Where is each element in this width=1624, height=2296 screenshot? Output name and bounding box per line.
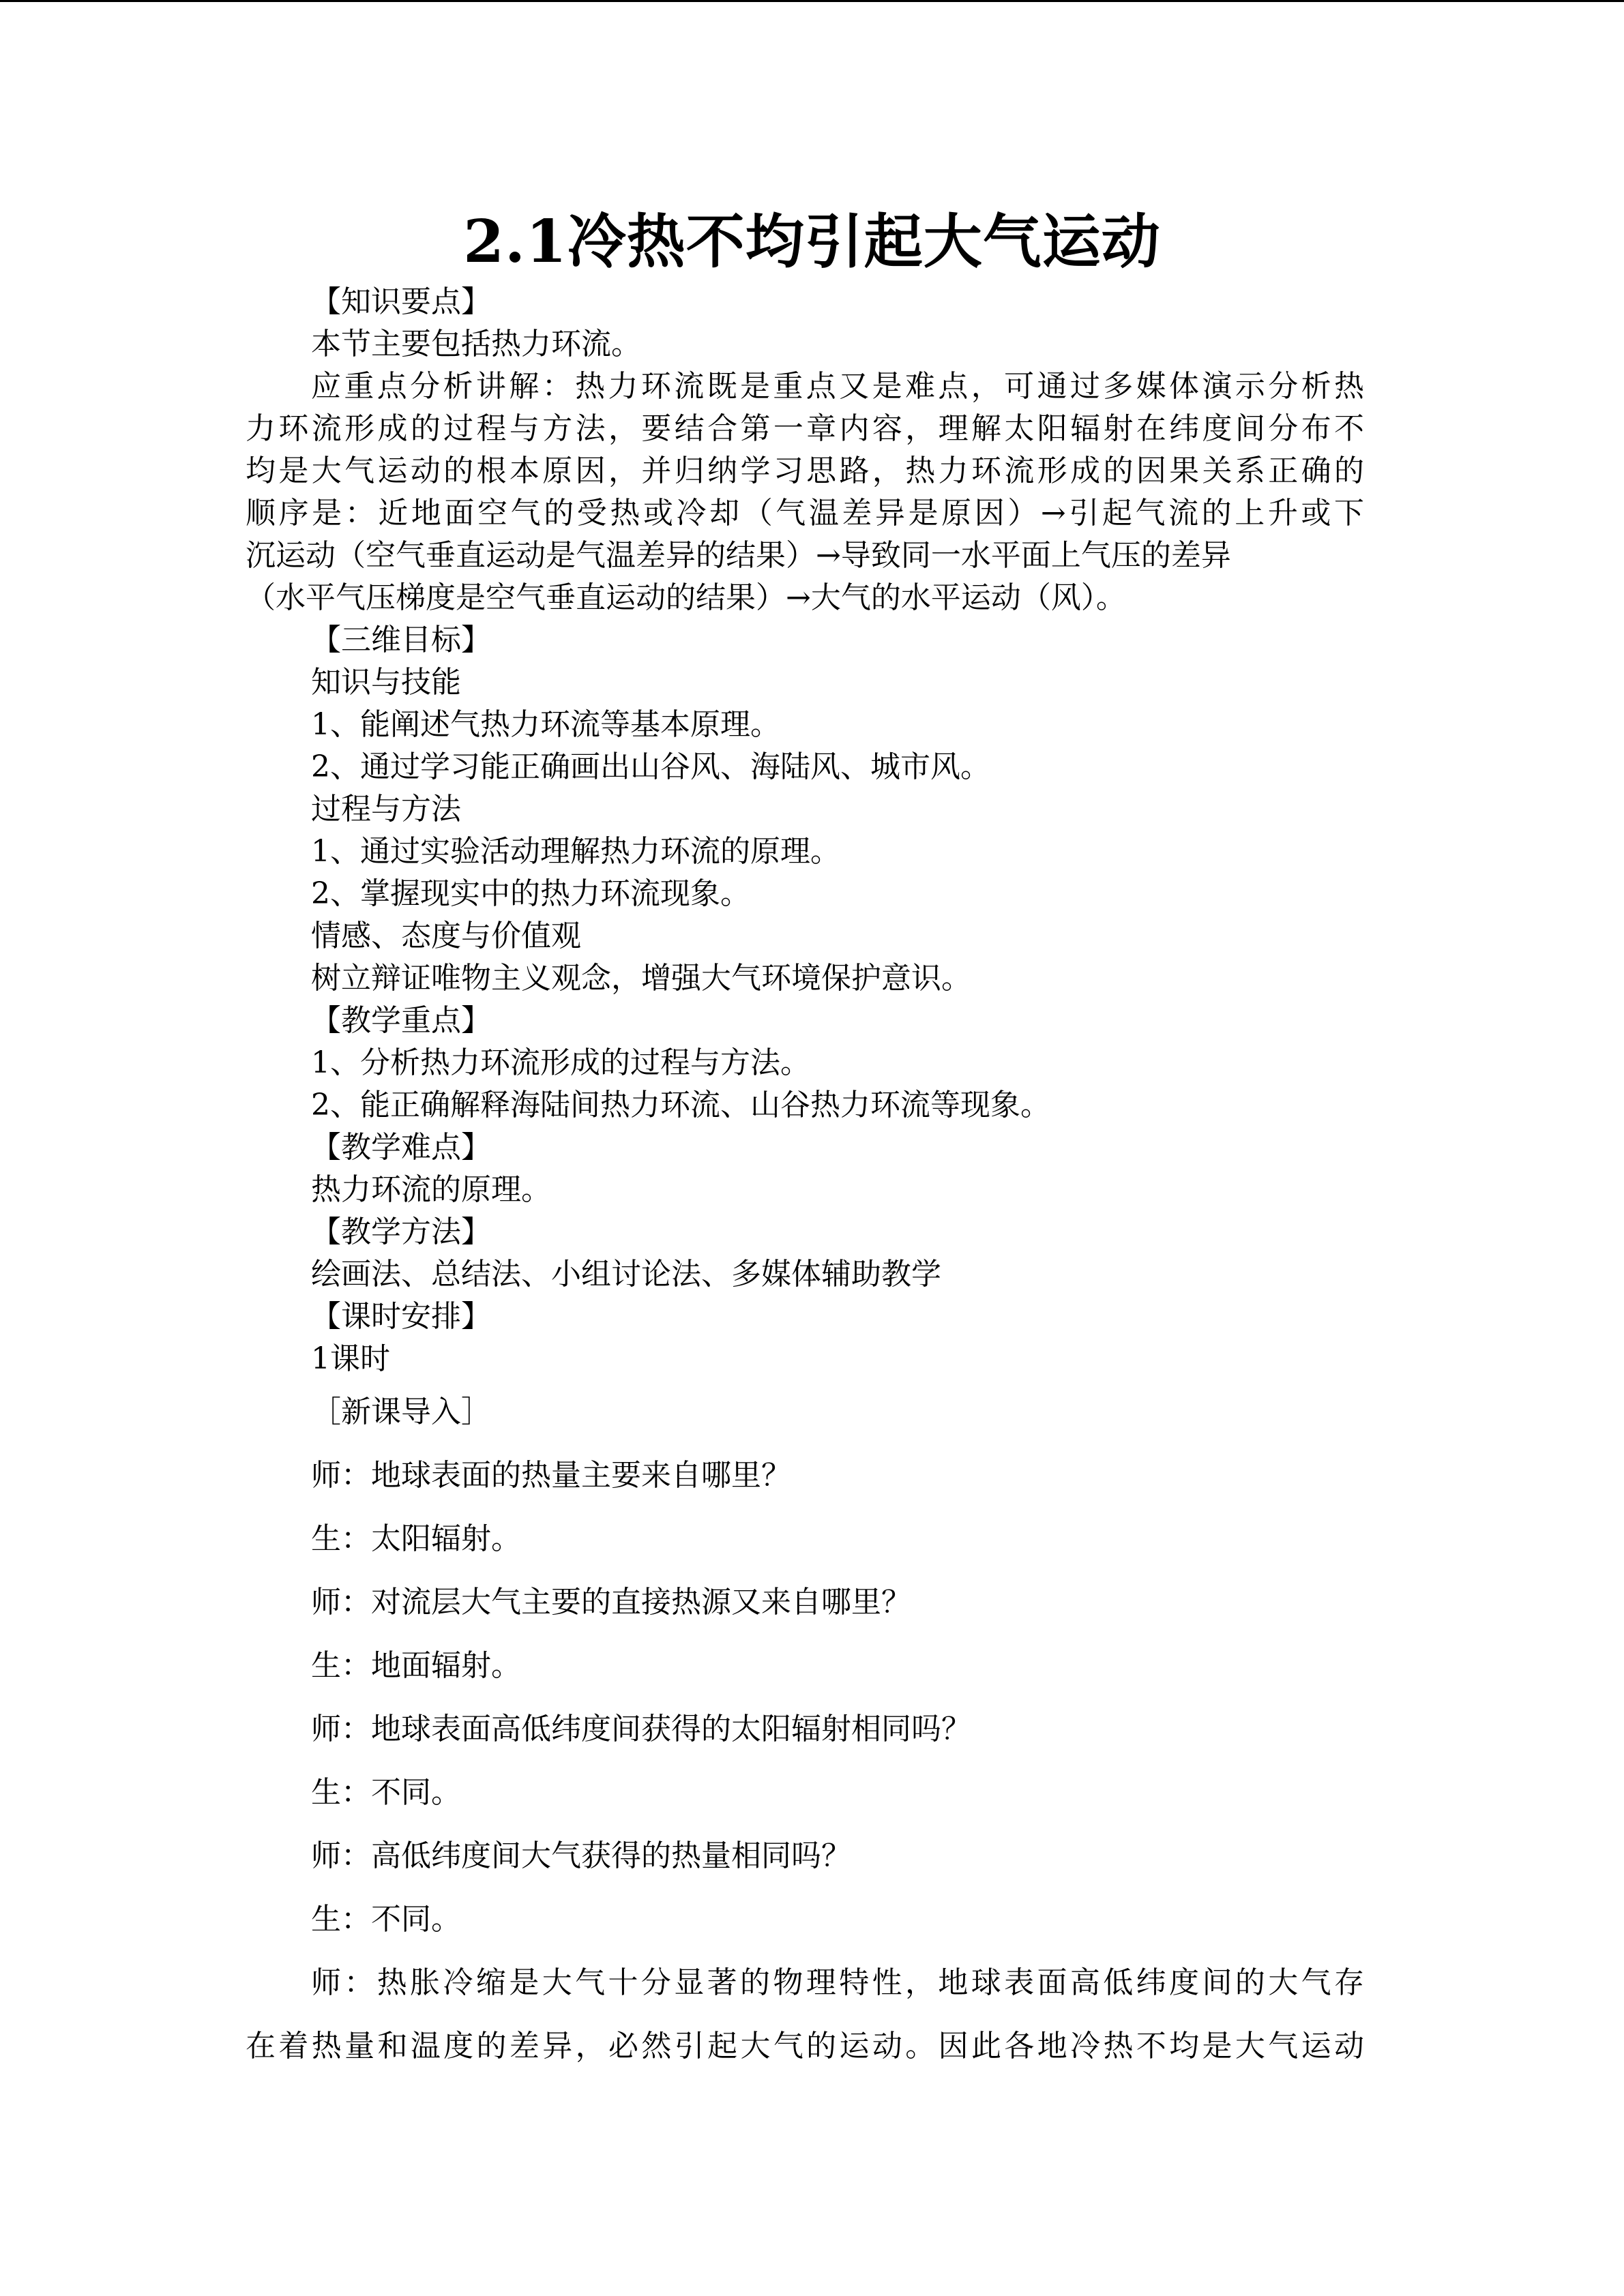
objective-item: 树立辩证唯物主义观念，增强大气环境保护意识。 xyxy=(311,961,971,996)
dialogue-line: 生：太阳辐射。 xyxy=(311,1521,521,1556)
key-point-item: 1、分析热力环流形成的过程与方法。 xyxy=(311,1045,810,1080)
analysis-line: （水平气压梯度是空气垂直运动的结果）→大气的水平运动（风）。 xyxy=(246,580,1126,615)
dialogue-line: 生：不同。 xyxy=(311,1902,461,1937)
analysis-line: 沉运动（空气垂直运动是气温差异的结果）→导致同一水平面上气压的差异 xyxy=(246,538,1231,573)
key-points-heading: 【教学重点】 xyxy=(311,1003,491,1038)
analysis-line: 顺序是：近地面空气的受热或冷却（气温差异是原因）→引起气流的上升或下 xyxy=(246,496,1364,531)
emotion-label: 情感、态度与价值观 xyxy=(311,919,581,953)
intro-section xyxy=(246,1380,1364,2078)
closing-line: 在着热量和温度的差异，必然引起大气的运动。因此各地冷热不均是大气运动 xyxy=(246,2029,1364,2063)
schedule-text: 1课时 xyxy=(311,1341,390,1376)
analysis-line: 应重点分析讲解：热力环流既是重点又是难点，可通过多媒体演示分析热 xyxy=(311,369,1364,404)
page-top-border xyxy=(0,0,1624,2)
page-title: 2.1冷热不均引起大气运动 xyxy=(463,207,1161,276)
methods-text: 绘画法、总结法、小组讨论法、多媒体辅助教学 xyxy=(311,1257,941,1292)
closing-line: 师：热胀冷缩是大气十分显著的物理特性，地球表面高低纬度间的大气存 xyxy=(311,1965,1364,2000)
difficulties-text: 热力环流的原理。 xyxy=(311,1172,551,1207)
methods-heading: 【教学方法】 xyxy=(311,1214,491,1249)
knowledge-summary: 本节主要包括热力环流。 xyxy=(311,327,641,361)
key-point-item: 2、能正确解释海陆间热力环流、山谷热力环流等现象。 xyxy=(311,1088,1050,1122)
objective-item: 1、能阐述气热力环流等基本原理。 xyxy=(311,707,780,742)
dialogue-line: 师：地球表面高低纬度间获得的太阳辐射相同吗？ xyxy=(311,1712,971,1746)
objectives-heading: 【三维目标】 xyxy=(311,623,491,657)
objective-item: 1、通过实验活动理解热力环流的原理。 xyxy=(311,834,840,869)
difficulties-heading: 【教学难点】 xyxy=(311,1130,491,1165)
knowledge-skills-label: 知识与技能 xyxy=(311,665,461,700)
dialogue-line: 生：地面辐射。 xyxy=(311,1648,521,1683)
document-body xyxy=(246,281,1364,2078)
analysis-line: 均是大气运动的根本原因，并归纳学习思路，热力环流形成的因果关系正确的 xyxy=(246,453,1364,488)
process-methods-label: 过程与方法 xyxy=(311,792,461,826)
dialogue-line: 师：对流层大气主要的直接热源又来自哪里？ xyxy=(311,1585,911,1620)
knowledge-heading: 【知识要点】 xyxy=(311,284,491,319)
dialogue-line: 师：地球表面的热量主要来自哪里？ xyxy=(311,1458,791,1493)
dialogue-line: 师：高低纬度间大气获得的热量相同吗？ xyxy=(311,1838,851,1873)
dialogue-line: 生：不同。 xyxy=(311,1775,461,1810)
objective-item: 2、掌握现实中的热力环流现象。 xyxy=(311,876,750,911)
objective-item: 2、通过学习能正确画出山谷风、海陆风、城市风。 xyxy=(311,749,990,784)
schedule-heading: 【课时安排】 xyxy=(311,1299,491,1334)
analysis-line: 力环流形成的过程与方法，要结合第一章内容，理解太阳辐射在纬度间分布不 xyxy=(246,411,1364,446)
intro-heading: ［新课导入］ xyxy=(311,1395,491,1429)
